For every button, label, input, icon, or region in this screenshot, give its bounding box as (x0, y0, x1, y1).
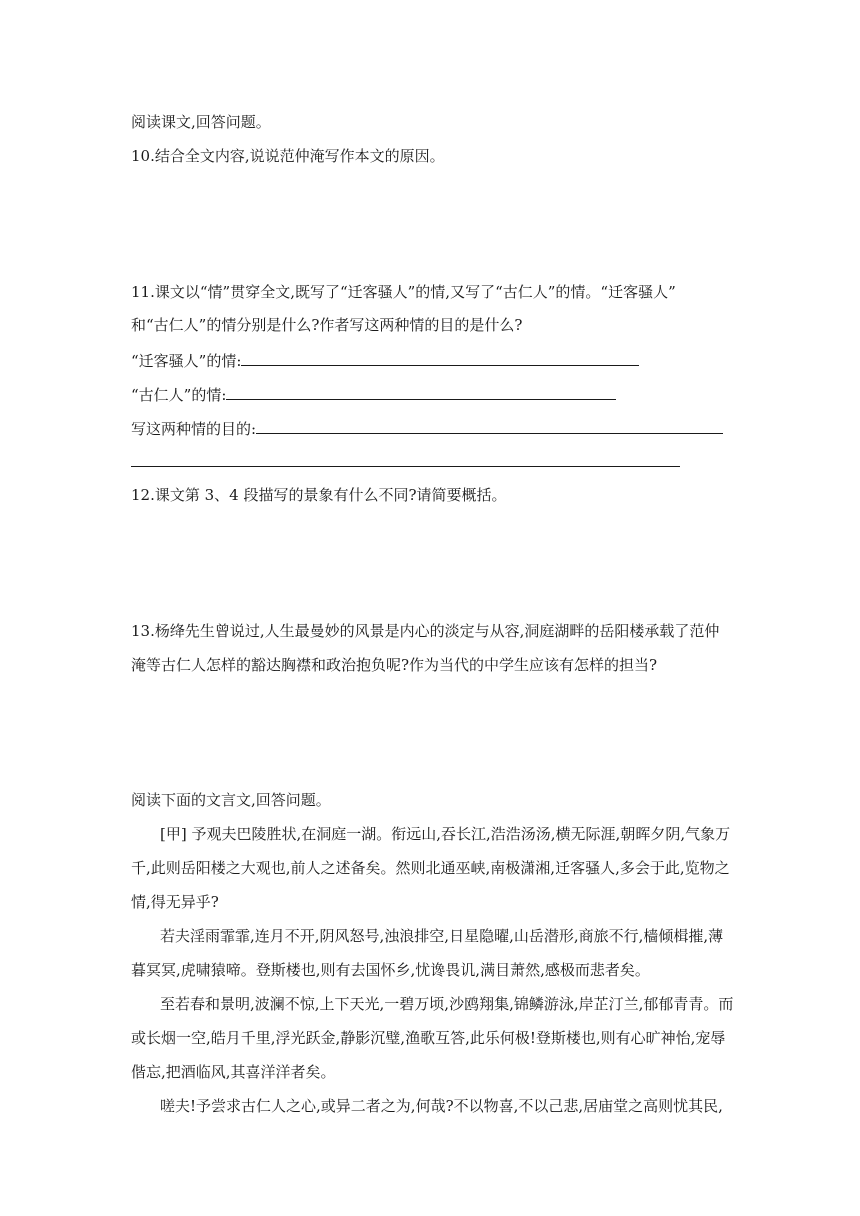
question-12: 12.课文第 3、4 段描写的景象有什么不同?请简要概括。 (131, 486, 507, 504)
passage-p4-line-1: 嗟夫!予尝求古仁人之心,或异二者之为,何哉?不以物喜,不以己悲,居庙堂之高则忧其民, (160, 1097, 723, 1115)
answer-line-gurenren (131, 383, 616, 405)
answer-blank-purpose[interactable] (256, 417, 723, 434)
passage-p1-line-3: 情,得无异乎? (131, 893, 219, 911)
answer-blank-purpose-continued[interactable] (131, 466, 680, 467)
question-13-line-1: 13.杨绛先生曾说过,人生最曼妙的风景是内心的淡定与从容,洞庭湖畔的岳阳楼承载了范仲 (131, 622, 720, 640)
question-11-line-1: 11.课文以“情”贯穿全文,既写了“迁客骚人”的情,又写了“古仁人”的情。“迁客骚人” (131, 283, 676, 301)
answer-label-qianke: “迁客骚人”的情: (131, 352, 242, 370)
passage-p1-line-2: 千,此则岳阳楼之大观也,前人之述备矣。然则北通巫峡,南极潇湘,迁客骚人,多会于此,览物之 (131, 859, 730, 877)
section-1-intro: 阅读课文,回答问题。 (131, 113, 271, 131)
question-10: 10.结合全文内容,说说范仲淹写作本文的原因。 (131, 147, 445, 165)
answer-blank-gurenren[interactable] (226, 383, 616, 400)
answer-line-purpose (131, 417, 723, 439)
passage-p1-line-1: [甲] 予观夫巴陵胜状,在洞庭一湖。衔远山,吞长江,浩浩汤汤,横无际涯,朝晖夕阴,气象万 (160, 825, 731, 843)
passage-p3-line-2: 或长烟一空,皓月千里,浮光跃金,静影沉璧,渔歌互答,此乐何极!登斯楼也,则有心旷神怡,宠辱 (131, 1029, 726, 1047)
answer-line-qianke (131, 349, 639, 371)
question-11-line-2: 和“古仁人”的情分别是什么?作者写这两种情的目的是什么? (131, 316, 523, 334)
answer-label-purpose: 写这两种情的目的: (131, 420, 257, 438)
passage-p2-line-2: 暮冥冥,虎啸猿啼。登斯楼也,则有去国怀乡,忧谗畏讥,满目萧然,感极而悲者矣。 (131, 961, 650, 979)
passage-p3-line-1: 至若春和景明,波澜不惊,上下天光,一碧万顷,沙鸥翔集,锦鳞游泳,岸芷汀兰,郁郁青青。而 (160, 995, 734, 1013)
answer-blank-qianke[interactable] (241, 349, 639, 366)
question-13-line-2: 淹等古仁人怎样的豁达胸襟和政治抱负呢?作为当代的中学生应该有怎样的担当? (131, 656, 658, 674)
passage-p2-line-1: 若夫淫雨霏霏,连月不开,阴风怒号,浊浪排空,日星隐曜,山岳潜形,商旅不行,樯倾楫摧,薄 (160, 927, 724, 945)
answer-label-gurenren: “古仁人”的情: (131, 386, 227, 404)
section-2-intro: 阅读下面的文言文,回答问题。 (131, 791, 331, 809)
passage-p3-line-3: 偕忘,把酒临风,其喜洋洋者矣。 (131, 1063, 336, 1081)
